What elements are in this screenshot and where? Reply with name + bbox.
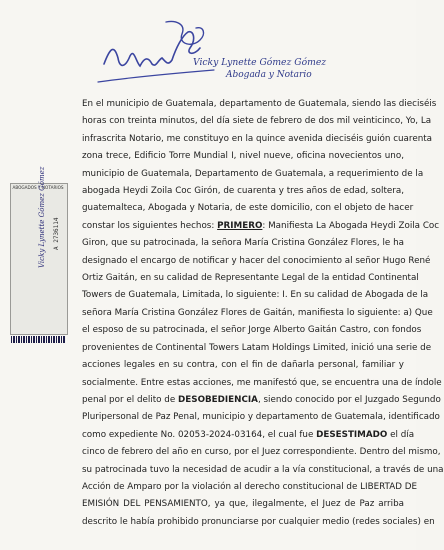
- stamp-handwritten-name: Vicky Lynette Gómez Gómez: [38, 166, 46, 268]
- bold-term-desobediencia: DESOBEDIENCIA: [178, 394, 258, 405]
- text-line: Ortiz Gaitán, en su calidad de Representante Legal de la entidad Continental: [82, 273, 419, 284]
- text-line: Acción de Amparo por la violación al derecho constitucional de LIBERTAD DE: [82, 481, 417, 492]
- stamp-serial: A 2736114: [53, 217, 60, 250]
- text-line: municipio de Guatemala, Departamento de Guatemala, a requerimiento de la: [82, 168, 424, 179]
- text-line: guatemalteca, Abogada y Notaria, de este domicilio, con el objeto de hacer: [82, 203, 414, 214]
- text-line: cinco de febrero del año en curso, por el Juez correspondiente. Dentro del mismo,: [82, 447, 441, 458]
- text-line: [82, 427, 415, 444]
- text-segment: el día: [387, 429, 415, 440]
- text-segment: , siendo conocido por el Juzgado Segundo: [257, 394, 441, 405]
- text-line: Giron, que su patrocinada, la señora María Cristina González Flores, le ha: [82, 238, 404, 249]
- text-segment: : Manifiesta La Abogada Heydi Zoila Coc: [262, 220, 440, 231]
- text-segment: como expediente No. 02053-2024-03164, el cual fue: [82, 429, 317, 440]
- text-line: abogada Heydi Zoila Coc Girón, de cuarenta y tres años de edad, soltera,: [82, 186, 404, 197]
- bold-term-desestimado: DESESTIMADO: [316, 429, 388, 440]
- text-line: [82, 392, 441, 409]
- text-line: Pluripersonal de Paz Penal, municipio y departamento de Guatemala, identificado: [82, 412, 440, 423]
- text-line: descrito le había prohibido pronunciarse por cualquier medio (redes sociales) en: [82, 516, 435, 527]
- text-line: provenientes de Continental Towers Latam Holdings Limited, inició una serie de: [82, 342, 432, 353]
- text-segment: constar los siguientes hechos:: [82, 220, 218, 231]
- text-line: Towers de Guatemala, Limitada, lo siguiente: I. En su calidad de Abogada de la: [82, 290, 429, 301]
- document-body: [82, 96, 444, 531]
- text-line: infrascrita Notario, me constituyo en la quince avenida dieciséis guión cuarenta: [82, 133, 433, 144]
- stamp-barcode: [11, 336, 65, 343]
- section-heading-primero: PRIMERO: [217, 220, 263, 231]
- notary-title: Abogada y Notario: [226, 70, 312, 80]
- notary-signature: [96, 18, 216, 90]
- text-line: EMISIÓN DEL PENSAMIENTO, ya que, ilegalmente, el Juez de Paz arriba: [82, 499, 404, 510]
- text-line: señora María Cristina González Flores de Gaitán, manifiesta lo siguiente: a) Que: [82, 307, 433, 318]
- text-line: acciones legales en su contra, con el fin de dañarla personal, familiar y: [82, 360, 404, 371]
- text-line: [82, 218, 440, 235]
- text-line: su patrocinada tuvo la necesidad de acudir a la vía constitucional, a través de una: [82, 464, 444, 475]
- text-line: zona trece, Edificio Torre Mundial I, nivel nueve, oficina novecientos uno,: [82, 151, 404, 162]
- text-line: el esposo de su patrocinada, el señor Jorge Alberto Gaitán Castro, con fondos: [82, 325, 422, 336]
- text-line: designado el encargo de notificar y hacer del conocimiento al señor Hugo René: [82, 255, 431, 266]
- text-line: socialmente. Entre estas acciones, me manifestó que, se encuentra una de índole: [82, 377, 442, 388]
- stamp-header: ABOGADOS Y NOTARIOS: [12, 185, 64, 190]
- text-segment: penal por el delito de: [82, 394, 179, 405]
- notary-name: Vicky Lynette Gómez Gómez: [193, 57, 327, 68]
- text-line: En el municipio de Guatemala, departamento de Guatemala, siendo las dieciséis: [82, 99, 437, 109]
- text-line: horas con treinta minutos, del día siete de febrero de dos mil veinticinco, Yo, La: [82, 116, 432, 127]
